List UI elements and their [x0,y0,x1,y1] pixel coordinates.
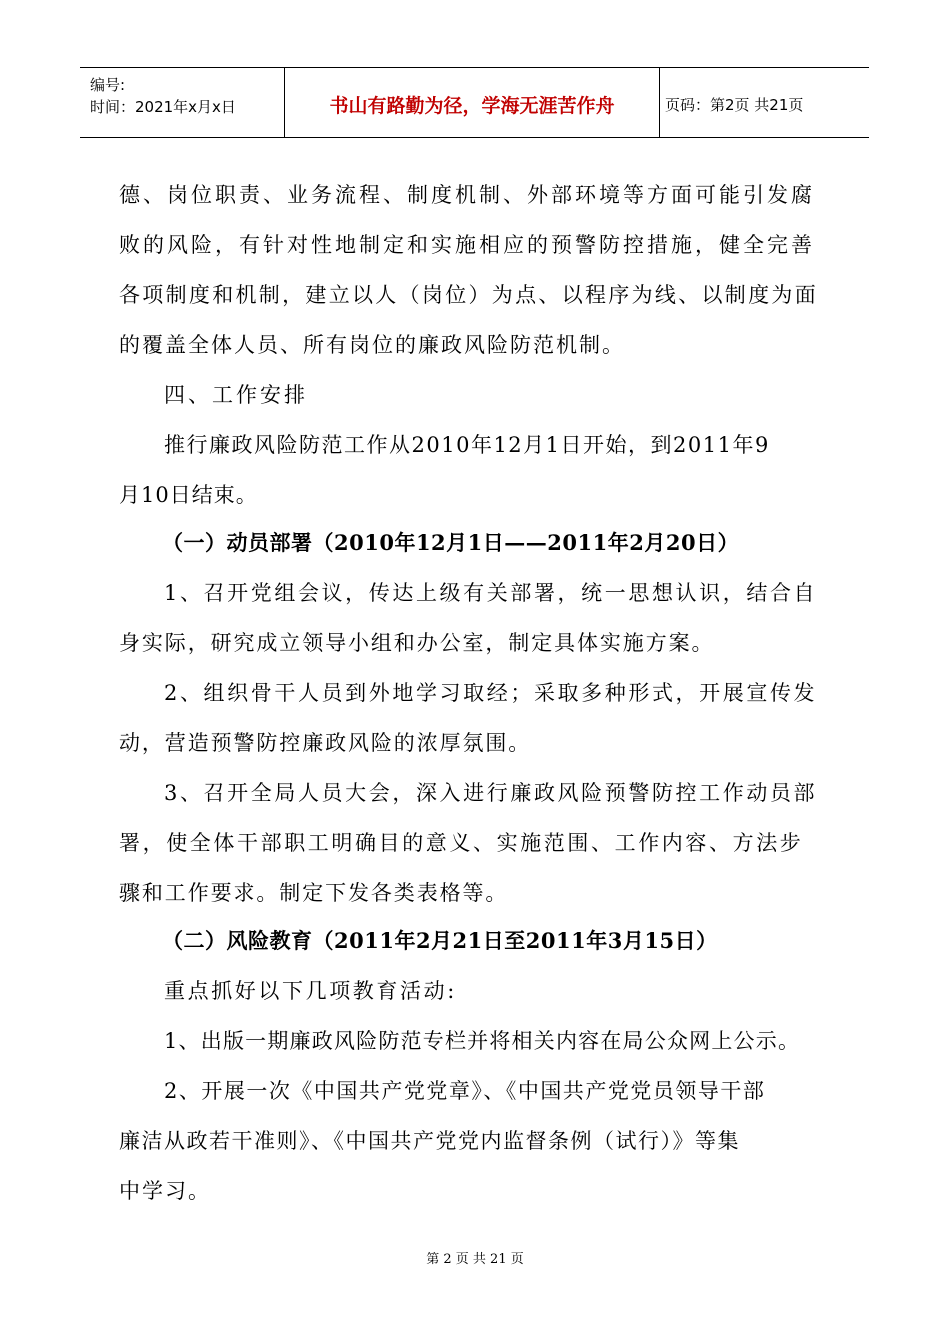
serial-number-label: 编号: [90,76,126,94]
paragraph-line: 月10日结束。 [119,483,258,507]
paragraph-line: 1、召开党组会议，传达上级有关部署，统一思想认识，结合自 [164,581,818,605]
subsection-heading: （二）风险教育（2011年2月21日至2011年3月15日） [162,928,718,953]
paragraph-line: 廉洁从政若干准则》、《中国共产党党内监督条例（试行）》等集 [119,1129,740,1153]
paragraph-line: 署，使全体干部职工明确目的意义、实施范围、工作内容、方法步 [119,831,804,855]
header-meta-cell [80,68,284,137]
page-footer: 第 2 页 共 21 页 [426,1252,524,1267]
paragraph-line: 的覆盖全体人员、所有岗位的廉政风险防范机制。 [119,333,625,357]
date-label: 时间：2021年x月x日 [90,98,236,116]
paragraph-line: 各项制度和机制，建立以人（岗位）为点、以程序为线、以制度为面 [119,283,818,307]
paragraph-line: 德、岗位职责、业务流程、制度机制、外部环境等方面可能引发腐 [119,183,815,207]
paragraph-line: 败的风险，有针对性地制定和实施相应的预警防控措施，健全完善 [119,233,815,257]
paragraph-line: 中学习。 [119,1179,211,1203]
paragraph-line: 重点抓好以下几项教育活动: [164,979,457,1003]
paragraph-line: 2、开展一次《中国共产党党章》、《中国共产党党员领导干部 [164,1079,766,1103]
header-motto-cell [284,68,660,137]
paragraph-line: 动，营造预警防控廉政风险的浓厚氛围。 [119,731,532,755]
section-heading: 四、工作安排 [164,383,308,407]
paragraph-line: 推行廉政风险防范工作从2010年12月1日开始，到2011年9 [164,433,770,457]
header-page-cell [659,68,869,137]
paragraph-line: 身实际，研究成立领导小组和办公室，制定具体实施方案。 [119,631,715,655]
motto-text: 书山有路勤为径，学海无涯苦作舟 [329,95,615,117]
subsection-heading: （一）动员部署（2010年12月1日——2011年2月20日） [162,530,740,555]
paragraph-line: 3、召开全局人员大会，深入进行廉政风险预警防控工作动员部 [164,781,818,805]
document-header [80,67,869,138]
paragraph-line: 骤和工作要求。制定下发各类表格等。 [119,881,509,905]
page-info: 页码：第2页 共21页 [665,96,804,114]
paragraph-line: 1、出版一期廉政风险防范专栏并将相关内容在局公众网上公示。 [164,1029,801,1053]
paragraph-line: 2、组织骨干人员到外地学习取经；采取多种形式，开展宣传发 [164,681,818,705]
